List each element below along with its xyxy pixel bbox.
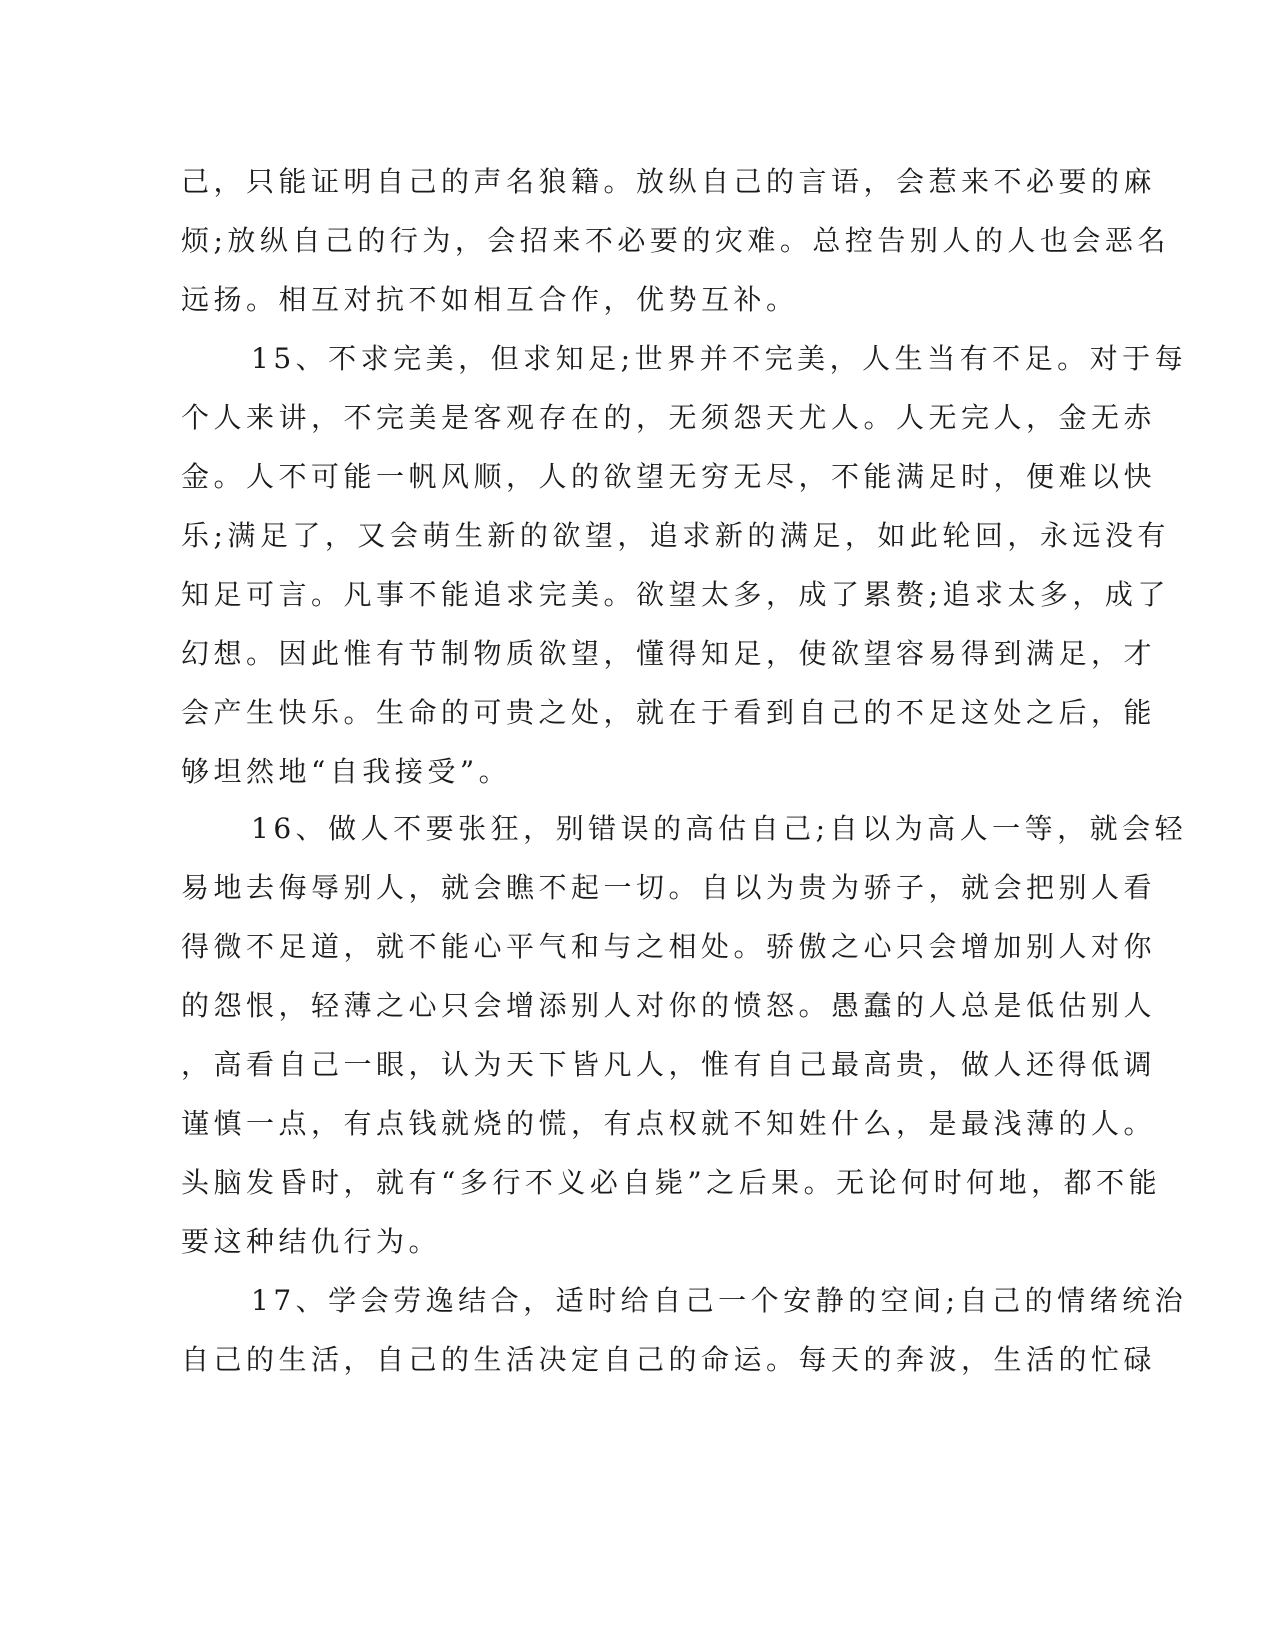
text-line: 谨慎一点，有点钱就烧的慌，有点权就不知姓什么，是最浅薄的人。 xyxy=(181,1107,1157,1140)
text-line: 个人来讲，不完美是客观存在的，无须怨天尤人。人无完人，金无赤 xyxy=(181,401,1157,434)
text-line: 易地去侮辱别人，就会瞧不起一切。自以为贵为骄子，就会把别人看 xyxy=(181,871,1157,904)
text-line: 的怨恨，轻薄之心只会增添别人对你的愤怒。愚蠢的人总是低估别人 xyxy=(181,989,1157,1022)
text-line: ，高看自己一眼，认为天下皆凡人，惟有自己最高贵，做人还得低调 xyxy=(181,1048,1157,1081)
paragraph-17-start: 17、学会劳逸结合，适时给自己一个安静的空间;自己的情绪统治 xyxy=(251,1284,1188,1317)
text-line: 烦;放纵自己的行为，会招来不必要的灾难。总控告别人的人也会恶名 xyxy=(181,224,1170,257)
paragraph-15-start: 15、不求完美，但求知足;世界并不完美，人生当有不足。对于每 xyxy=(251,342,1188,375)
text-line: 够坦然地“自我接受”。 xyxy=(181,755,512,788)
text-line: 乐;满足了，又会萌生新的欲望，追求新的满足，如此轮回，永远没有 xyxy=(181,519,1170,552)
text-line: 金。人不可能一帆风顺，人的欲望无穷无尽，不能满足时，便难以快 xyxy=(181,460,1157,493)
text-line: 会产生快乐。生命的可贵之处，就在于看到自己的不足这处之后，能 xyxy=(181,696,1157,729)
text-line: 头脑发昏时，就有“多行不义必自毙”之后果。无论何时何地，都不能 xyxy=(181,1166,1162,1199)
text-line: 己，只能证明自己的声名狼籍。放纵自己的言语，会惹来不必要的麻 xyxy=(181,165,1157,198)
text-line: 幻想。因此惟有节制物质欲望，懂得知足，使欲望容易得到满足，才 xyxy=(181,637,1157,670)
text-line: 要这种结仇行为。 xyxy=(181,1225,442,1258)
paragraph-16-start: 16、做人不要张狂，别错误的高估自己;自以为高人一等，就会轻 xyxy=(251,812,1188,845)
text-line: 知足可言。凡事不能追求完美。欲望太多，成了累赘;追求太多，成了 xyxy=(181,578,1170,611)
text-line: 自己的生活，自己的生活决定自己的命运。每天的奔波，生活的忙碌 xyxy=(181,1343,1157,1376)
text-line: 得微不足道，就不能心平气和与之相处。骄傲之心只会增加别人对你 xyxy=(181,930,1157,963)
text-line: 远扬。相互对抗不如相互合作，优势互补。 xyxy=(181,283,799,316)
